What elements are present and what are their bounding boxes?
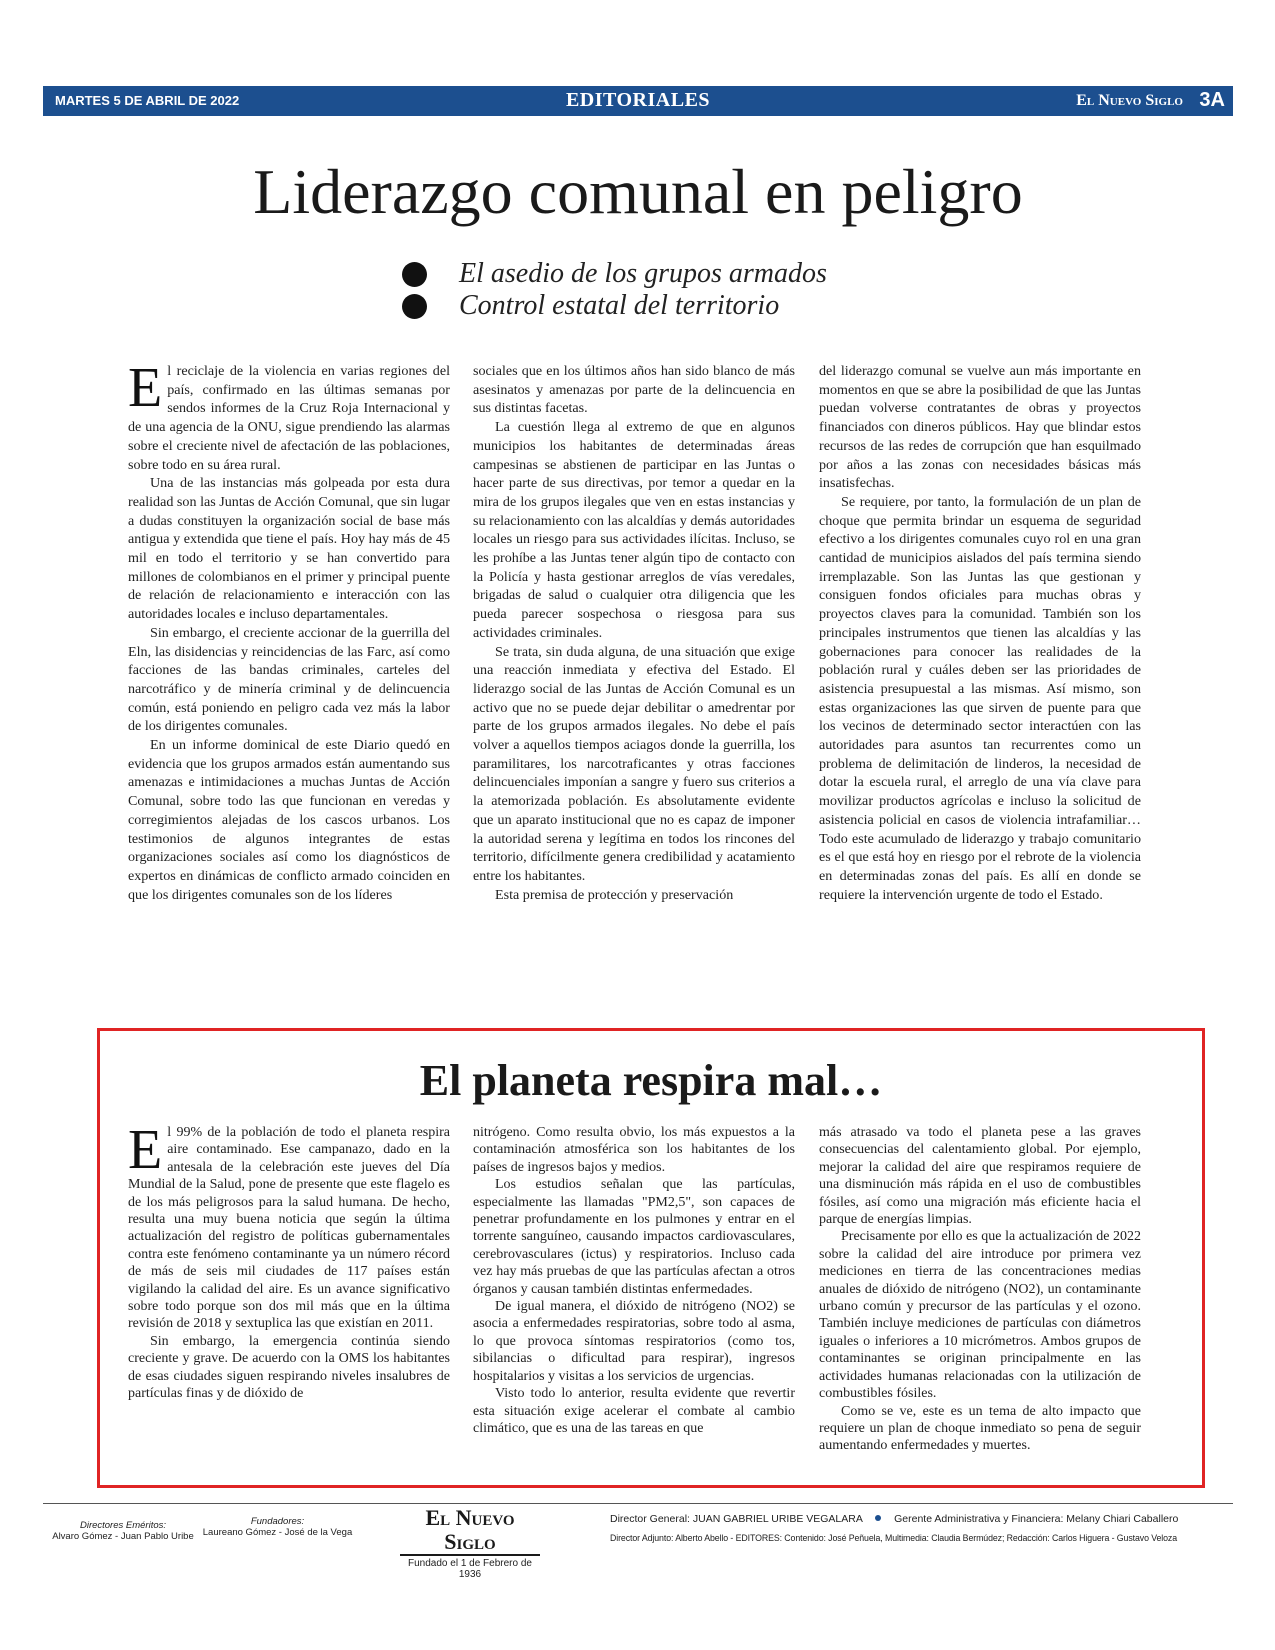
- paragraph-text: l 99% de la población de todo el planeta respira aire contaminado. Ese campanazo, dado en la antesala de la celebración este jueves del Día Mundial de la Salud, pone de presente que este flagelo es de los más peligrosos para la salud humana. De hecho, resulta una muy buena noticia que según la última actualización del registro de políticas gubernamentales contra este fenómeno contaminante ya un número récord de más de seis mil ciudades de 117 países están vigilando la calidad del aire. Es un avance significativo sobre todo porque son dos mil más que en la última revisión de 2018 y sextuplica las que existían en 2011.: [128, 1125, 450, 1332]
- directores-emeritos: [43, 1520, 203, 1542]
- paragraph: sociales que en los últimos años han sido blanco de más asesinatos y amenazas por parte de la delincuencia en sus distintas facetas.: [473, 363, 795, 417]
- gerente: Gerente Administrativa y Financiera: Melany Chiari Caballero: [894, 1513, 1179, 1525]
- paragraph: [128, 357, 450, 474]
- bullet-icon: [402, 294, 427, 319]
- paragraph: Se trata, sin duda alguna, de una situación que exige una reacción inmediata y efectiva del Estado. El liderazgo social de las Juntas de Acción Comunal es un activo que no se puede dejar debilitar o amedrentar por parte de los grupos armados ilegales. No debe el país volver a aquellos tiempos aciagos donde la guerrilla, los paramilitares, los narcotraficantes y otras facciones delincuenciales imponían a sangre y fuero sus criterios a la atemorizada población. Es absolutamente evidente que un aparato institucional que no es capaz de imponer la autoridad serena y legítima en todos los rincones del territorio, difícilmente genera credibilidad y acatamiento entre los habitantes.: [473, 643, 795, 884]
- paragraph-text: l reciclaje de la violencia en varias regiones del país, confirmado en las últimas semanas por sendos informes de la Cruz Roja Internacional y de una agencia de la ONU, sigue prendiendo las alarmas sobre el creciente nivel de afectación de las poblaciones, sobre todo en su área rural.: [128, 363, 450, 473]
- paragraph: del liderazgo comunal se vuelve aun más importante en momentos en que se abre la posibilidad de que las Juntas puedan volverse contratantes de obras y proyectos financiados con dineros públicos. Hay que blindar estos recursos de las redes de corrupción que han esquilmado por años a las zonas con necesidades básicas más insatisfechas.: [819, 363, 1141, 492]
- paragraph: Esta premisa de protección y preservación: [495, 886, 734, 903]
- paragraph: Visto todo lo anterior, resulta evidente que revertir esta situación exige acelerar el combate al cambio climático, que es una de las tareas en que: [473, 1386, 795, 1436]
- editorial-1-subtitles: [402, 258, 962, 322]
- drop-cap: E: [128, 357, 163, 419]
- fundadores-label: Fundadores:: [250, 1516, 305, 1527]
- fundadores-names: Laureano Gómez - José de la Vega: [202, 1527, 353, 1538]
- staff-line-1: [610, 1513, 1230, 1525]
- section-title: EDITORIALES: [565, 89, 711, 111]
- subtitle-item: [402, 290, 962, 322]
- paragraph: En un informe dominical de este Diario quedó en evidencia que los grupos armados están aumentando sus amenazas e intimidaciones a muchas Juntas de Acción Comunal, sobre todo las que funcionan en veredas y corregimientos alejadas de los cascos urbanos. Los testimonios de algunos integrantes de estas organizaciones sociales así como los diagnósticos de expertos en dinámicas de conflicto armado coinciden en que los dirigentes comunales son de los líderes: [128, 737, 450, 903]
- subtitle-text: Control estatal del territorio: [459, 290, 780, 321]
- editorial-1-column-2: [473, 362, 795, 904]
- editorial-1-column-1: [128, 357, 450, 904]
- paragraph: Precisamente por ello es que la actualización de 2022 sobre la calidad del aire introduce por primera vez mediciones en tierra de las concentraciones medias anuales de dióxido de nitrógeno (NO2), un contaminante urbano común y precursor de las partículas y el ozono. También incluye mediciones de partículas con diámetros iguales o inferiores a 10 micrómetros. Ambos grupos de contaminantes se originan principalmente en las actividades humanas relacionadas con la utilización de combustibles fósiles.: [819, 1229, 1141, 1402]
- paragraph: La cuestión llega al extremo de que en algunos municipios los habitantes de determinadas áreas campesinas se abstienen de participar en las Juntas o hacer parte de sus directivas, por temor a quedar en la mira de los grupos ilegales que ven en estas instancias y su relacionamiento con las alcaldías y demás autoridades locales un riesgo para sus actividades ilícitas. Incluso, se les prohíbe a las Juntas tener algún tipo de contacto con la Policía y hasta gestionar arreglos de vías veredales, brigadas de salud o cualquier otra diligencia que les pueda parecer sospechosa o riesgosa para sus actividades criminales.: [473, 419, 795, 641]
- footer-divider: [43, 1503, 1233, 1504]
- paragraph: Sin embargo, el creciente accionar de la guerrilla del Eln, las disidencias y reincidencias de las Farc, así como facciones de las bandas criminales, carteles del narcotráfico y de minería criminal y de delincuencia común, está poniendo en peligro cada vez más la labor de los dirigentes comunales.: [128, 624, 450, 735]
- bullet-icon: [402, 262, 427, 287]
- paragraph: más atrasado va todo el planeta pese a las graves consecuencias del calentamiento global. Por ejemplo, mejorar la calidad del aire que respiramos requiere de una disminución más rápida en el uso de combustibles fósiles, así como una migración más eficiente hacia el parque de energías limpias.: [819, 1125, 1141, 1228]
- editorial-2-column-3: [819, 1124, 1141, 1455]
- logo-text: El Nuevo Siglo: [400, 1506, 540, 1556]
- subtitle-text: El asedio de los grupos armados: [459, 258, 827, 289]
- fundadores: [200, 1516, 355, 1538]
- staff-line-2: Director Adjunto: Alberto Abello - EDITORES: Contenido: José Peñuela, Multimedia: Claudia Bermúdez; Redacción: Carlos Higuera - Gustavo Veloza: [610, 1533, 1178, 1543]
- subtitle-item: [402, 258, 962, 290]
- editorial-2-column-2: [473, 1124, 795, 1437]
- paragraph: Sin embargo, la emergencia continúa siendo creciente y grave. De acuerdo con la OMS los habitantes de esas ciudades siguen respirando niveles insalubres de partículas finas y de dióxido de: [128, 1333, 450, 1402]
- paragraph: Los estudios señalan que las partículas, especialmente las llamadas "PM2,5", son capaces de penetrar profundamente en los pulmones y entrar en el torrente sanguíneo, causando impactos cardiovasculares, cerebrovasculares (ictus) y respiratorios. Incluso cada vez hay más pruebas de que las partículas afectan a otros órganos y causan también distintas enfermedades.: [473, 1177, 795, 1297]
- header-date: MARTES 5 DE ABRIL DE 2022: [55, 93, 240, 108]
- drop-cap: E: [128, 1119, 163, 1181]
- paragraph: nitrógeno. Como resulta obvio, los más expuestos a la contaminación atmosférica son los habitantes de los países de ingresos bajos y medios.: [473, 1125, 795, 1175]
- paragraph: Se requiere, por tanto, la formulación de un plan de choque que permita brindar un esquema de seguridad efectivo a los dirigentes comunales cuyo rol en una gran cantidad de municipios aislados del país termina siendo irremplazable. Son las Juntas las que gestionan y consiguen fondos oficiales para muchas obras y proyectos claves para la comunidad. También son los principales instrumentos que tienen las alcaldías y las gobernaciones para conocer las realidades de la población rural y cuáles deben ser las prioridades de asistencia presupuestal a las mismas. Así mismo, son estas organizaciones las que sirven de puente para que los vecinos de determinado sector interactúen con las autoridades para asuntos tan recurrentes como un problema de delimitación de linderos, la necesidad de dotar la escuela rural, el arreglo de una vía clave para movilizar productos agrícolas e incluso la solicitud de asistencia policial en casos de violencia intrafamiliar… Todo este acumulado de liderazgo y trabajo comunitario es el que está hoy en riesgo por el rebrote de la violencia en determinadas zonas del país. Es allí en donde se requiere la intervención urgente de todo el Estado.: [819, 493, 1141, 903]
- separator-dot-icon: [875, 1515, 881, 1521]
- founded-date: Fundado el 1 de Febrero de 1936: [408, 1558, 532, 1580]
- paragraph: Una de las instancias más golpeada por esta dura realidad son las Juntas de Acción Comunal, que sin lugar a dudas constituyen la organización social de base más antigua y extendida que tiene el país. Hoy hay más de 45 mil en todo el territorio y se han convertido para millones de colombianos en el primer y principal puente de relación de relacionamiento e interacción con las autoridades locales e incluso departamentales.: [128, 475, 450, 623]
- paragraph: Como se ve, este es un tema de alto impacto que requiere un plan de choque inmediato so pena de seguir aumentando enfermedades y muertes.: [819, 1403, 1141, 1454]
- paragraph: De igual manera, el dióxido de nitrógeno (NO2) se asocia a enfermedades respiratorias, sobre todo al asma, lo que provoca síntomas respiratorios (como tos, sibilancias o dificultad para respirar), ingresos hospitalarios y visitas a los servicios de urgencias.: [473, 1299, 795, 1384]
- editorial-1-title: Liderazgo comunal en peligro: [253, 156, 1023, 227]
- masthead-logo: [400, 1506, 540, 1580]
- header-bar: [43, 86, 1233, 116]
- directores-names: Alvaro Gómez - Juan Pablo Uribe: [52, 1531, 194, 1542]
- paragraph: [128, 1119, 450, 1333]
- director-general: Director General: JUAN GABRIEL URIBE VEGALARA: [610, 1513, 863, 1525]
- editorial-1-column-3: [819, 362, 1141, 904]
- directores-label: Directores Eméritos:: [79, 1520, 167, 1531]
- header-brand: El Nuevo Siglo: [1076, 92, 1183, 109]
- editorial-2-column-1: [128, 1119, 450, 1403]
- staff-credits: [610, 1513, 1230, 1543]
- editorial-2-title: El planeta respira mal…: [419, 1056, 883, 1105]
- page-number: 3A: [1199, 89, 1225, 111]
